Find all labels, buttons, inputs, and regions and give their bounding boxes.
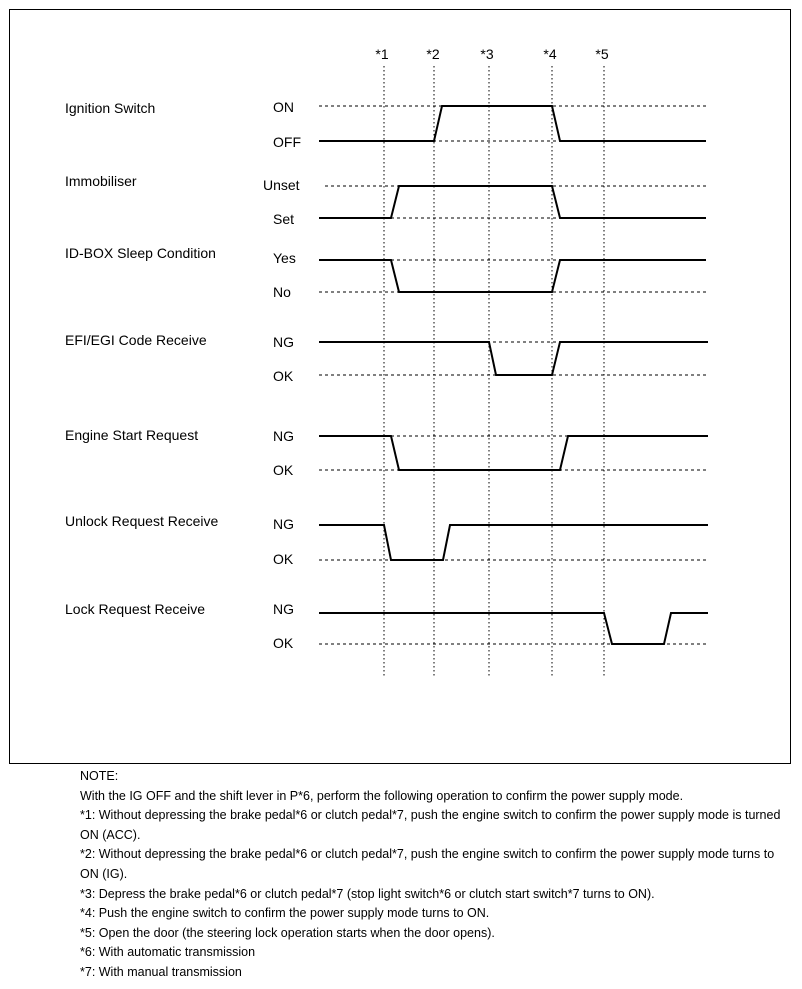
marker-label-5: *5 — [595, 46, 609, 62]
note-line-2: *2: Without depressing the brake pedal*6 or clutch pedal*7, push the engine switch to confirm the power supply mode turns to ON (IG). — [80, 847, 775, 881]
signal-name-ignition-switch: Ignition Switch — [65, 100, 156, 116]
level-low-lock: OK — [273, 635, 294, 651]
marker-label-4: *4 — [543, 46, 557, 62]
note-line-7: *7: With manual transmission — [80, 964, 242, 979]
signal-name-engine-start: Engine Start Request — [65, 427, 199, 443]
signal-name-lock-request: Lock Request Receive — [65, 601, 206, 617]
note-line-3: *3: Depress the brake pedal*6 or clutch pedal*7 (stop light switch*6 or clutch start switch*7 turns to ON). — [80, 886, 655, 901]
level-high-unlock: NG — [273, 516, 294, 532]
level-low-ignition: OFF — [273, 134, 301, 150]
notes-section — [80, 767, 796, 983]
level-low-efi-egi: OK — [273, 368, 294, 384]
signal-name-id-box-sleep: ID-BOX Sleep Condition — [65, 245, 216, 261]
marker-label-1: *1 — [375, 46, 389, 62]
waveform-lock-request — [319, 613, 708, 644]
level-low-unlock: OK — [273, 551, 294, 567]
note-line-5: *5: Open the door (the steering lock operation starts when the door opens). — [80, 925, 495, 940]
note-line-6: *6: With automatic transmission — [80, 945, 256, 960]
level-high-immobiliser: Unset — [263, 177, 300, 193]
waveform-ignition-switch — [319, 106, 706, 141]
marker-label-2: *2 — [426, 46, 440, 62]
marker-label-3: *3 — [480, 46, 494, 62]
notes-heading: NOTE: — [80, 769, 119, 783]
signal-name-immobiliser: Immobiliser — [65, 173, 137, 189]
level-high-id-box: Yes — [273, 250, 296, 266]
waveform-immobiliser — [319, 186, 706, 218]
waveform-efi-egi-code — [319, 342, 708, 375]
waveform-unlock-request — [319, 525, 708, 560]
level-high-engine-start: NG — [273, 428, 294, 444]
level-low-engine-start: OK — [273, 462, 294, 478]
note-line-1: *1: Without depressing the brake pedal*6 or clutch pedal*7, push the engine switch to confirm the power supply mode is turned ON (ACC). — [80, 808, 781, 842]
waveform-engine-start — [319, 436, 708, 470]
event-marker-labels — [375, 46, 608, 62]
signal-name-efi-egi-code: EFI/EGI Code Receive — [65, 332, 207, 348]
level-high-lock: NG — [273, 601, 294, 617]
level-high-efi-egi: NG — [273, 334, 294, 350]
signal-names — [65, 100, 219, 617]
level-low-immobiliser: Set — [273, 211, 295, 227]
waveform-id-box-sleep — [319, 260, 706, 292]
signal-name-unlock-request: Unlock Request Receive — [65, 513, 219, 529]
note-line-4: *4: Push the engine switch to confirm the power supply mode turns to ON. — [80, 906, 490, 921]
level-high-ignition: ON — [273, 99, 294, 115]
level-low-id-box: No — [273, 284, 291, 300]
level-labels — [263, 99, 301, 651]
event-marker-lines — [384, 66, 604, 676]
note-line-intro: With the IG OFF and the shift lever in P*6, perform the following operation to confirm the power supply mode. — [80, 788, 684, 803]
